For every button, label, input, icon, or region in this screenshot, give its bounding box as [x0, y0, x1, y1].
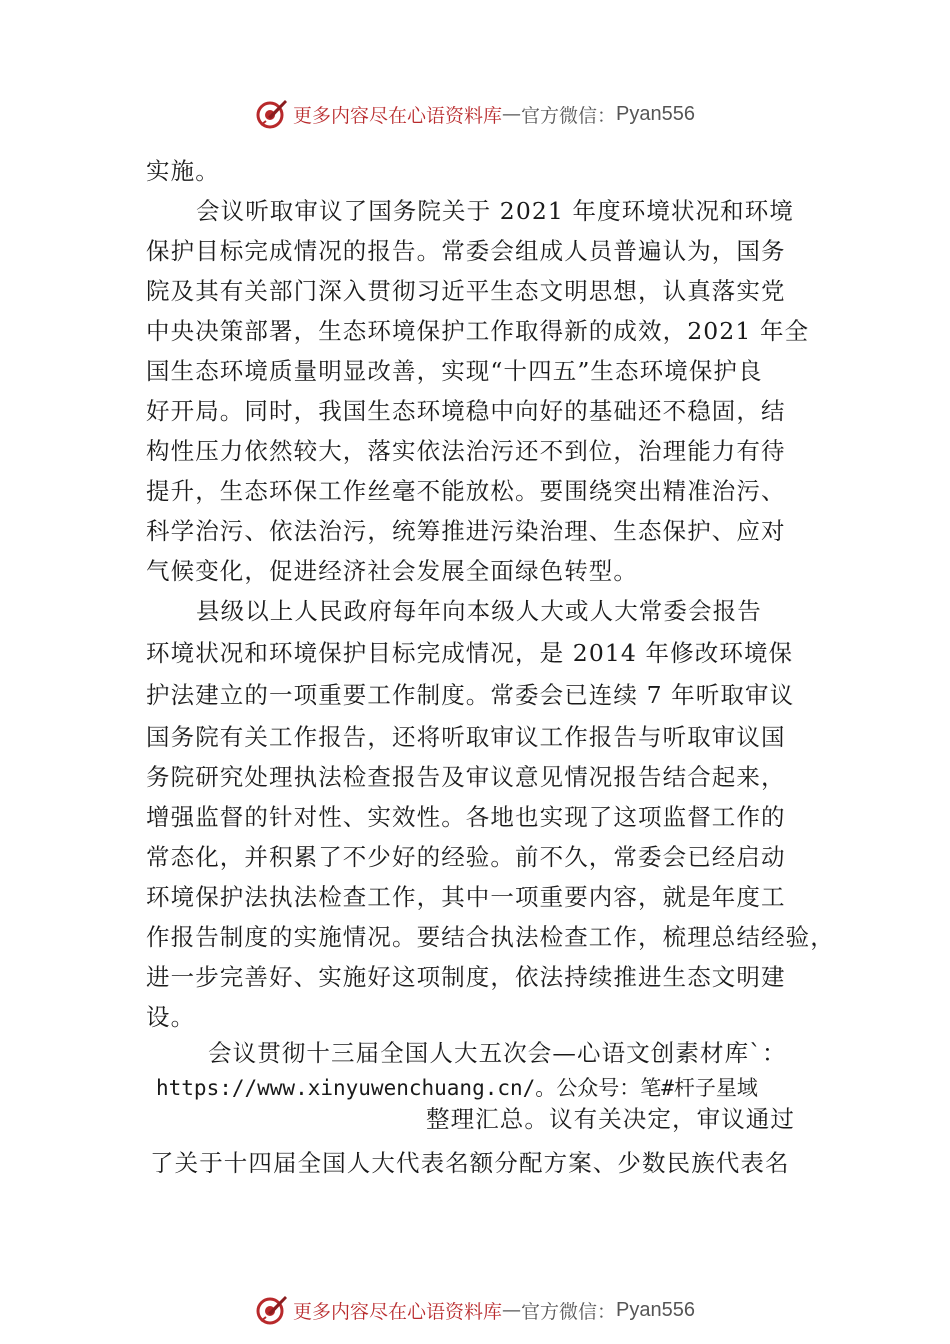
- text-line: 国务院有关工作报告，还将听取审议工作报告与听取审议国: [146, 723, 786, 751]
- banner-separator: —: [502, 103, 522, 125]
- text-line: 护法建立的一项重要工作制度。常委会已连续 7 年听取审议: [146, 681, 795, 709]
- banner-brand-text: 更多内容尽在心语资料库: [293, 1300, 503, 1323]
- inserted-ad-line: 会议贯彻十三届全国人大五次会—心语文创素材库`：: [208, 1039, 787, 1067]
- text-line: 科学治污、依法治污，统筹推进污染治理、生态保护、应对: [146, 517, 786, 545]
- text-line: 了关于十四届全国人大代表名额分配方案、少数民族代表名: [150, 1149, 790, 1177]
- banner-wechat-label: 官方微信：: [521, 1300, 617, 1323]
- text-line: 构性压力依然较大，落实依法治污还不到位，治理能力有待: [146, 437, 786, 465]
- header-banner: [0, 94, 950, 134]
- text-line: 好开局。同时，我国生态环境稳中向好的基础还不稳固，结: [146, 397, 786, 425]
- text-line: 环境状况和环境保护目标完成情况，是 2014 年修改环境保: [146, 639, 794, 667]
- text-line: 务院研究处理执法检查报告及审议意见情况报告结合起来，: [146, 763, 786, 791]
- text-line: 进一步完善好、实施好这项制度，依法持续推进生态文明建: [146, 963, 786, 991]
- quill-logo-icon: [255, 1293, 289, 1327]
- text-line: 设。: [146, 1003, 196, 1031]
- footer-banner: [0, 1290, 950, 1330]
- text-line: 提升，生态环保工作丝毫不能放松。要围绕突出精准治污、: [146, 477, 786, 505]
- text-line: 中央决策部署，生态环境保护工作取得新的成效，2021 年全: [146, 317, 810, 345]
- text-line: 作报告制度的实施情况。要结合执法检查工作，梳理总结经验，: [146, 923, 835, 951]
- text-line: 保护目标完成情况的报告。常委会组成人员普遍认为，国务: [146, 237, 786, 265]
- banner-separator: —: [502, 1299, 522, 1321]
- banner-wechat-id: Pyan556: [616, 1298, 695, 1321]
- text-line: 常态化，并积累了不少好的经验。前不久，常委会已经启动: [146, 843, 786, 871]
- text-line: 国生态环境质量明显改善，实现“十四五”生态环境保护良: [146, 357, 763, 385]
- inserted-ad-line: 整理汇总。议有关决定，审议通过: [426, 1105, 795, 1133]
- text-line: 环境保护法执法检查工作，其中一项重要内容，就是年度工: [146, 883, 786, 911]
- banner-brand-text: 更多内容尽在心语资料库: [293, 104, 503, 127]
- text-line: 实施。: [146, 157, 220, 185]
- quill-logo-icon: [255, 97, 289, 131]
- ad-url-text: https://www.xinyuwenchuang.cn/。公众号：笔#杆子星域: [156, 1076, 758, 1100]
- text-line: 增强监督的针对性、实效性。各地也实现了这项监督工作的: [146, 803, 786, 831]
- banner-wechat-id: Pyan556: [616, 102, 695, 125]
- inserted-ad-url-line: [156, 1072, 758, 1103]
- banner-wechat-label: 官方微信：: [521, 104, 617, 127]
- text-line: 院及其有关部门深入贯彻习近平生态文明思想，认真落实党: [146, 277, 786, 305]
- paragraph-start-line: 县级以上人民政府每年向本级人大或人大常委会报告: [196, 597, 762, 625]
- text-line: 气候变化，促进经济社会发展全面绿色转型。: [146, 557, 638, 585]
- paragraph-start-line: 会议听取审议了国务院关于 2021 年度环境状况和环境: [196, 197, 794, 225]
